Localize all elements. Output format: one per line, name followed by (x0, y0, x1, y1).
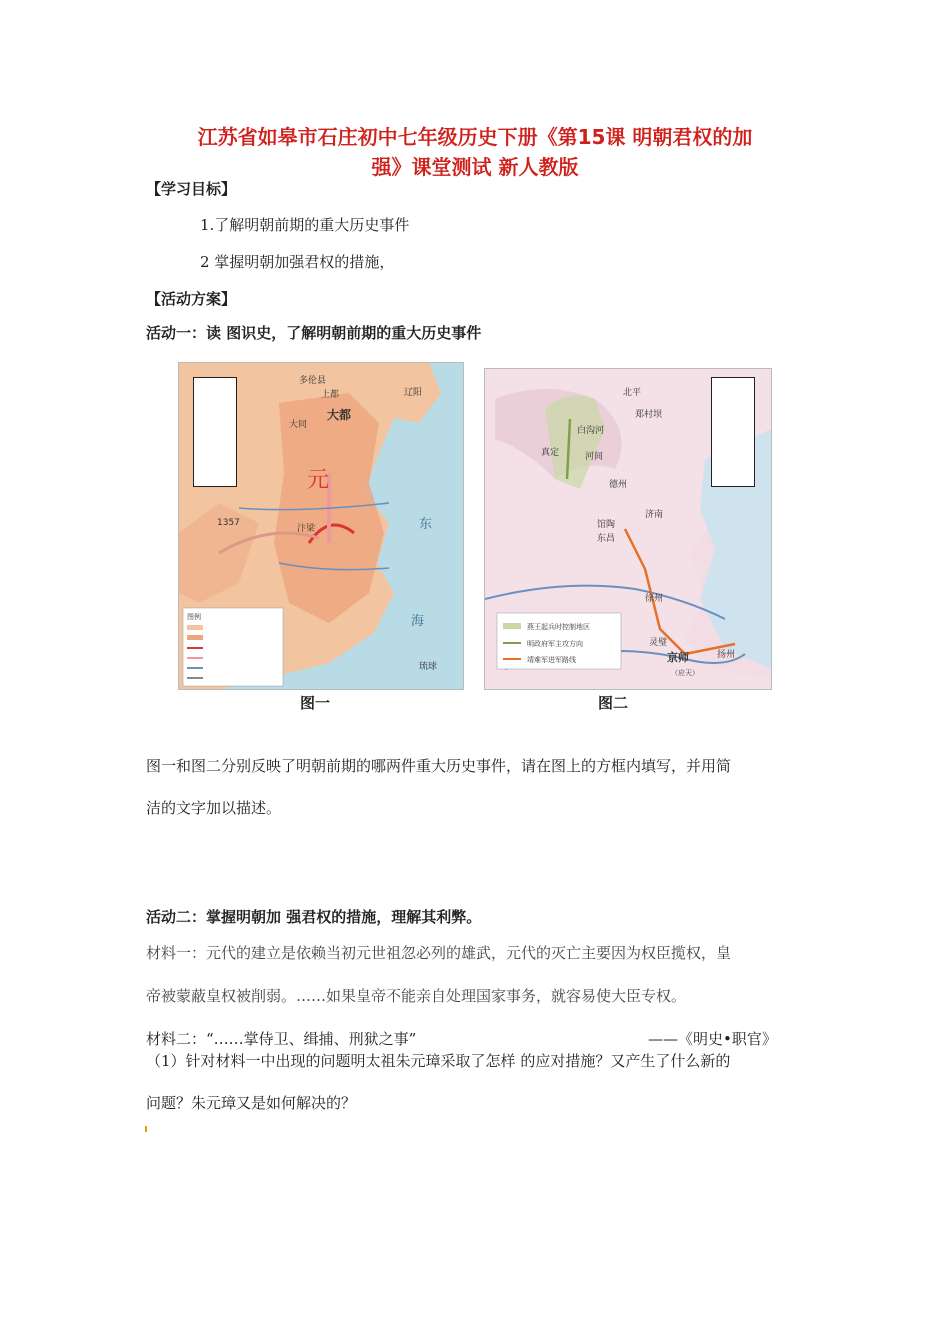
question-1-line-1: （1）针对材料一中出现的问题明太祖朱元璋采取了怎样 的应对措施？又产生了什么新的 (146, 1052, 731, 1070)
material-1-line-1: 材料一：元代的建立是依赖当初元世祖忽必列的雄武，元代的灭亡主要因为权臣揽权，皇 (146, 944, 732, 962)
figure-2-map (484, 368, 772, 690)
map2-jingshi: 京师 (667, 651, 689, 664)
map1-dadu: 大都 (327, 408, 352, 422)
figure-2-caption: 图二 (598, 694, 629, 712)
answer-cursor-mark (145, 1126, 147, 1132)
map2-yangzhou: 扬州 (717, 650, 736, 660)
map1-year: 1357 (217, 518, 240, 528)
map2-xuzhou: 徐州 (645, 594, 664, 604)
map2-legend-3: 靖难军进军路线 (527, 656, 576, 664)
map1-hai: 海 (411, 614, 425, 629)
figure-1-map (178, 362, 464, 690)
instruction-line-2: 洁的文字加以描述。 (146, 799, 282, 817)
goal-2: 2 掌握明朝加强君权的措施， (200, 253, 395, 271)
map2-legend-1: 燕王起兵时控制地区 (527, 623, 590, 631)
map1-datong: 大同 (289, 420, 308, 430)
map1-liaoyang: 辽阳 (404, 388, 423, 398)
plan-heading: 【活动方案】 (146, 290, 237, 308)
instruction-line-1: 图一和图二分别反映了明朝前期的哪两件重大历史事件，请在图上的方框内填写，并用简 (146, 757, 732, 775)
page-title (120, 122, 830, 182)
map1-shangdu: 上都 (321, 390, 340, 400)
map2-dongchang: 东昌 (597, 534, 616, 544)
material-2-source: ——《明史•职官》 (648, 1030, 777, 1048)
map1-liuqiu: 琉球 (419, 662, 438, 672)
title-line-2: 强》课堂测试 新人教版 (371, 155, 579, 179)
map1-duolun: 多伦县 (299, 376, 327, 386)
map1-yuan: 元 (307, 468, 330, 493)
activity-1-heading: 活动一：读 图识史，了解明朝前期的重大历史事件 (146, 324, 482, 342)
map2-guantao: 馆陶 (597, 520, 616, 530)
map2-yingtian: （应天） (671, 669, 699, 677)
activity-2-heading: 活动二：掌握明朝加 强君权的措施，理解其利弊。 (146, 908, 482, 926)
map2-zhending: 真定 (541, 448, 560, 458)
material-1-line-2: 帝被蒙蔽皇权被削弱。……如果皇帝不能亲自处理国家事务，就容易使大臣专权。 (146, 987, 687, 1005)
map1-bianliang: 汴梁 (297, 524, 316, 534)
map1-dong: 东 (419, 517, 433, 532)
figure-2-answer-box[interactable] (711, 377, 755, 487)
map2-beiping: 北平 (623, 388, 642, 398)
figure-1-answer-box[interactable] (193, 377, 237, 487)
map2-baigouhe: 白沟河 (577, 426, 605, 436)
map1-legend-title: 图例 (187, 613, 201, 621)
goal-1: 1.了解明朝前期的重大历史事件 (200, 216, 410, 234)
map2-zhengcunba: 郑村坝 (635, 410, 663, 420)
goals-heading: 【学习目标】 (146, 180, 237, 198)
map2-jinan: 济南 (645, 510, 664, 520)
map2-dezhou: 德州 (609, 480, 628, 490)
map2-hejian: 河间 (585, 452, 604, 462)
title-line-1: 江苏省如皋市石庄初中七年级历史下册《第15课 明朝君权的加 (197, 125, 753, 149)
map2-lingbi: 灵璧 (649, 638, 668, 648)
map2-legend-2: 明政府军主攻方向 (527, 640, 583, 648)
question-1-line-2: 问题？朱元璋又是如何解决的？ (146, 1094, 357, 1112)
figure-1-caption: 图一 (300, 694, 331, 712)
material-2-text: 材料二：“……掌侍卫、缉捕、刑狱之事” (146, 1030, 417, 1048)
